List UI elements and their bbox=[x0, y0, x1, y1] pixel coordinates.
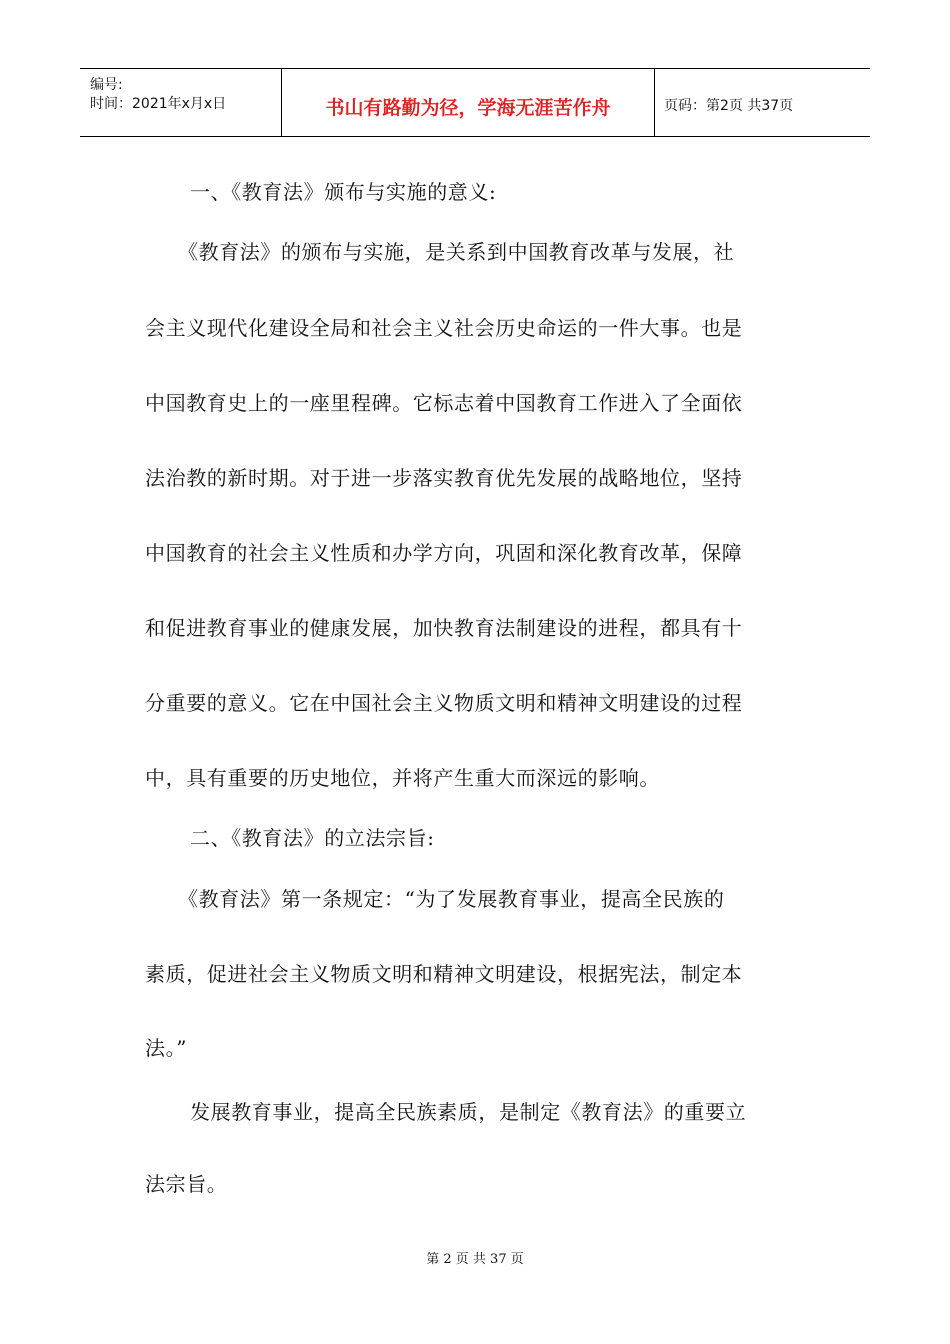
header-meta-cell bbox=[80, 69, 280, 136]
paragraph-line: 中国教育的社会主义性质和办学方向，巩固和深化教育改革，保障 bbox=[145, 541, 743, 565]
paragraph-line: 会主义现代化建设全局和社会主义社会历史命运的一件大事。也是 bbox=[145, 316, 743, 340]
paragraph-line: 发展教育事业，提高全民族素质，是制定《教育法》的重要立 bbox=[190, 1100, 747, 1124]
paragraph-line: 素质，促进社会主义物质文明和精神文明建设，根据宪法，制定本 bbox=[145, 962, 743, 986]
paragraph-line: 《教育法》的颁布与实施，是关系到中国教育改革与发展，社 bbox=[178, 240, 735, 264]
paragraph-line: 中，具有重要的历史地位，并将产生重大而深远的影响。 bbox=[145, 766, 660, 790]
paragraph-line: 法。” bbox=[145, 1036, 188, 1060]
header-page-cell bbox=[654, 69, 870, 136]
document-header bbox=[80, 68, 870, 137]
header-page-label: 页码：第2页 共37页 bbox=[664, 98, 794, 114]
paragraph-line: 《教育法》第一条规定：“为了发展教育事业，提高全民族的 bbox=[178, 887, 725, 911]
document-number-label: 编号: bbox=[90, 77, 123, 93]
section-heading: 一、《教育法》颁布与实施的意义: bbox=[190, 180, 497, 204]
header-motto-cell bbox=[281, 69, 655, 136]
paragraph-line: 中国教育史上的一座里程碑。它标志着中国教育工作进入了全面依 bbox=[145, 391, 743, 415]
paragraph-line: 和促进教育事业的健康发展，加快教育法制建设的进程，都具有十 bbox=[145, 616, 743, 640]
page-footer: 第 2 页 共 37 页 bbox=[426, 1252, 524, 1267]
document-date-label: 时间：2021年x月x日 bbox=[90, 96, 227, 112]
header-motto: 书山有路勤为径，学海无涯苦作舟 bbox=[325, 97, 611, 119]
paragraph-line: 法治教的新时期。对于进一步落实教育优先发展的战略地位，坚持 bbox=[145, 466, 743, 490]
section-heading: 二、《教育法》的立法宗旨: bbox=[190, 826, 435, 850]
paragraph-line: 法宗旨。 bbox=[145, 1172, 228, 1196]
paragraph-line: 分重要的意义。它在中国社会主义物质文明和精神文明建设的过程 bbox=[145, 691, 743, 715]
